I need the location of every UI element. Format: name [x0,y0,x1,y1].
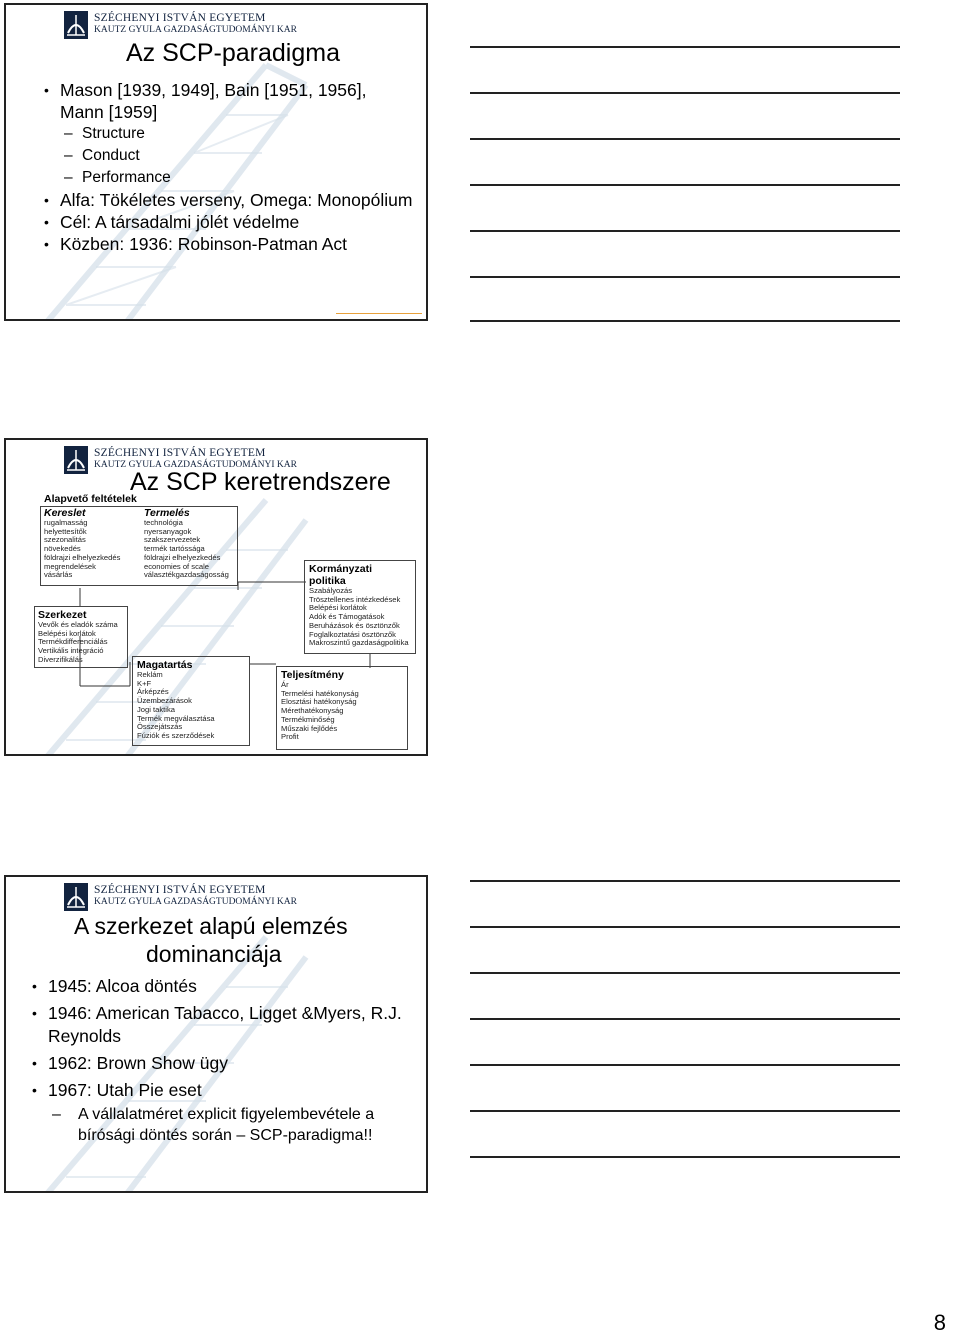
bullet-item: • 1946: American Tabacco, Ligget &Myers, R.J. Reynolds [32,1002,422,1048]
production-item: földrajzi elhelyezkedés [144,552,221,562]
structure-box [34,606,128,668]
conduct-item: Árképzés [137,687,169,697]
government-policy-item: Belépési korlátok [309,603,367,613]
production-group [144,507,242,580]
page-number: 8 [933,1310,946,1335]
conduct-title: Magatartás [137,659,193,671]
performance-item: Termelési hatékonyság [281,688,359,698]
production-item: nyersanyagok [144,526,192,536]
demand-title: Kereslet [44,507,86,519]
government-policy-title: Kormányzati politika [309,563,373,587]
bullet-item: • 1945: Alcoa döntés [32,975,422,998]
slide-title-line1: A szerkezet alapú elemzés [74,913,348,939]
demand-item: megrendelések [44,561,96,571]
conduct-item: Termék megválasztása [137,713,215,723]
note-line [470,184,900,186]
demand-items [44,519,140,580]
slide-title: Az SCP keretrendszere [130,468,391,496]
government-policy-box [304,560,416,654]
conduct-item: Reklám [137,670,163,679]
production-item: economies of scale [144,561,210,571]
university-emblem-icon [64,883,88,911]
university-name: SZÉCHENYI ISTVÁN EGYETEM [94,884,266,896]
structure-item: Diverzifikálás [38,654,83,664]
conduct-box [132,656,250,746]
slide-title-line2: dominanciája [146,941,282,967]
sub-bullet-item: – A vállalatméret explicit figyelembevétele a bírósági döntés során – SCP-paradigma!! [32,1104,422,1146]
demand-item: vásárlás [44,570,73,580]
performance-item: Termékminőség [281,714,335,724]
faculty-name: KAUTZ GYULA GAZDASÁGTUDOMÁNYI KAR [94,460,297,470]
production-item: termék tartóssága [144,544,205,554]
demand-item: szezonalitás [44,535,86,545]
performance-items [281,681,403,742]
demand-item: rugalmasság [44,518,88,527]
note-line [470,1064,900,1066]
sub-bullet-item: – Structure [44,123,414,145]
note-line [470,926,900,928]
government-policy-items [309,587,411,648]
production-title: Termelés [144,507,190,519]
bullet-item: • Cél: A társadalmi jólét védelme [44,211,414,233]
structure-items [38,621,124,665]
note-line [470,1018,900,1020]
bullet-item: • 1962: Brown Show ügy [32,1052,422,1075]
structure-item: Termékdifferenciálás [38,637,108,647]
production-item: szakszervezetek [144,535,201,545]
bullet-item: • Közben: 1936: Robinson-Patman Act [44,233,414,255]
performance-title: Teljesítmény [281,669,344,681]
note-line [470,972,900,974]
performance-item: Profit [281,732,299,742]
conduct-item: Jogi taktika [137,704,175,714]
demand-group [44,507,140,580]
demand-item: helyettesítők [44,526,87,536]
sub-bullet-item: – Conduct [44,145,414,167]
accent-line [336,313,422,314]
faculty-name: KAUTZ GYULA GAZDASÁGTUDOMÁNYI KAR [94,25,297,35]
conduct-item: Összejátszás [137,722,183,732]
university-name: SZÉCHENYI ISTVÁN EGYETEM [94,447,266,459]
note-line [470,1110,900,1112]
bullet-item: • Alfa: Tökéletes verseny, Omega: Monopólium [44,189,414,211]
structure-item: Vevők és eladók száma [38,620,118,629]
slide-title: Az SCP-paradigma [126,39,340,67]
note-line [470,320,900,322]
conduct-item: Üzembezárások [137,696,192,706]
bullet-item: • Mason [1939, 1949], Bain [1951, 1956], Mann [1959] [44,79,414,123]
slide-structure-dominance [4,875,428,1193]
structure-item: Belépési korlátok [38,628,96,638]
note-line [470,276,900,278]
demand-item: növekedés [44,544,81,554]
structure-item: Vertikális integráció [38,646,104,656]
sub-bullet-item: – Performance [44,167,414,189]
government-policy-item: Foglalkoztatási ösztönzők [309,629,396,639]
university-emblem-icon [64,11,88,39]
conduct-item: Fúziók és szerződések [137,730,215,740]
production-item: technológia [144,518,183,527]
note-line [470,46,900,48]
government-policy-item: Makroszintű gazdaságpolitika [309,638,409,648]
bullet-list [32,975,422,1146]
performance-item: Elosztási hatékonyság [281,697,357,707]
government-policy-item: Trösztellenes intézkedések [309,594,401,604]
note-line [470,92,900,94]
note-line [470,138,900,140]
faculty-name: KAUTZ GYULA GAZDASÁGTUDOMÁNYI KAR [94,897,297,907]
performance-item: Műszaki fejlődés [281,723,338,733]
note-line [470,230,900,232]
government-policy-item: Szabályozás [309,586,353,595]
performance-item: Mérethatékonyság [281,706,344,716]
note-line [470,880,900,882]
slide-scp-framework [4,438,428,756]
basic-conditions-label: Alapvető feltételek [44,493,137,505]
bullet-item: • 1967: Utah Pie eset [32,1079,422,1102]
conduct-items [137,671,245,741]
university-name: SZÉCHENYI ISTVÁN EGYETEM [94,12,266,24]
demand-item: földrajzi elhelyezkedés [44,552,121,562]
government-policy-item: Beruházások és ösztönzők [309,620,400,630]
note-line [470,1156,900,1158]
production-items [144,519,242,580]
performance-item: Ár [281,680,289,689]
performance-box [276,666,408,750]
conduct-item: K+F [137,678,152,688]
slide-scp-paradigm [4,3,428,321]
bullet-list [44,79,414,255]
production-item: választékgazdaságosság [144,570,229,580]
structure-title: Szerkezet [38,609,87,621]
government-policy-item: Adók és Támogatások [309,612,385,622]
